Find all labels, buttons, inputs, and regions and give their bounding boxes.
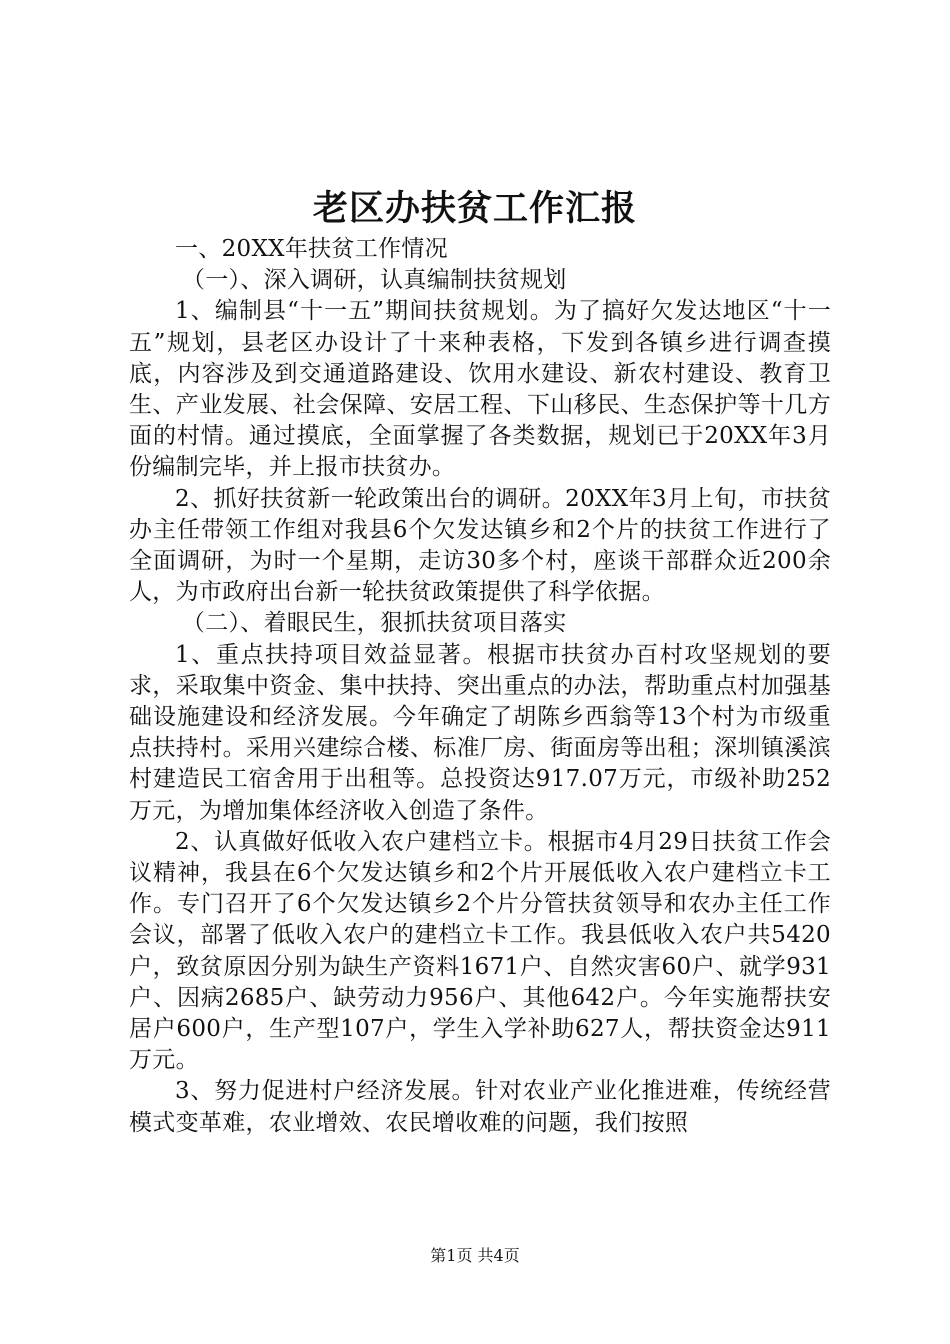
subsection-heading: （二）、着眼民生，狠抓扶贫项目落实	[181, 610, 567, 637]
body-paragraph: 3、努力促进村户经济发展。针对农业产业化推进难，传统经营模式变革难，农业增效、农民增收难的问题，我们按照	[129, 1078, 831, 1136]
body-paragraph: 2、认真做好低收入农户建档立卡。根据市4月29日扶贫工作会议精神，我县在6个欠发达镇乡和2个片开展低收入农户建档立卡工作。专门召开了6个欠发达镇乡2个片分管扶贫领导和农办主任工作会议，部署了低收入农户的建档立卡工作。我县低收入农户共5420户，致贫原因分别为缺生产资料1671户、自然灾害60户、就学931户、因病2685户、缺劳动力956户、其他642户。今年实施帮扶安居户600户，生产型107户，学生入学补助627人，帮扶资金达911万元。	[129, 828, 831, 1074]
body-paragraph: 1、编制县“十一五”期间扶贫规划。为了搞好欠发达地区“十一五”规划，县老区办设计了十来种表格，下发到各镇乡进行调查摸底，内容涉及到交通道路建设、饮用水建设、新农村建设、教育卫生、产业发展、社会保障、安居工程、下山移民、生态保护等十几方面的村情。通过摸底，全面掌握了各类数据，规划已于20XX年3月份编制完毕，并上报市扶贫办。	[129, 298, 831, 481]
document-body	[129, 234, 831, 1139]
body-paragraph: 1、重点扶持项目效益显著。根据市扶贫办百村攻坚规划的要求，采取集中资金、集中扶持、突出重点的办法，帮助重点村加强基础设施建设和经济发展。今年确定了胡陈乡西翁等13个村为市级重点扶持村。采用兴建综合楼、标准厂房、街面房等出租；深圳镇溪滨村建造民工宿舍用于出租等。总投资达917.07万元，市级补助252万元，为增加集体经济收入创造了条件。	[129, 641, 831, 824]
page-footer: 第1页 共4页	[430, 1246, 520, 1265]
body-paragraph: 2、抓好扶贫新一轮政策出台的调研。20XX年3月上旬，市扶贫办主任带领工作组对我县6个欠发达镇乡和2个片的扶贫工作进行了全面调研，为时一个星期，走访30多个村，座谈干部群众近200余人，为市政府出台新一轮扶贫政策提供了科学依据。	[129, 485, 831, 606]
section-heading: 一、20XX年扶贫工作情况	[175, 236, 448, 262]
subsection-heading: （一）、深入调研，认真编制扶贫规划	[181, 267, 567, 294]
document-title: 老区办扶贫工作汇报	[312, 188, 637, 229]
